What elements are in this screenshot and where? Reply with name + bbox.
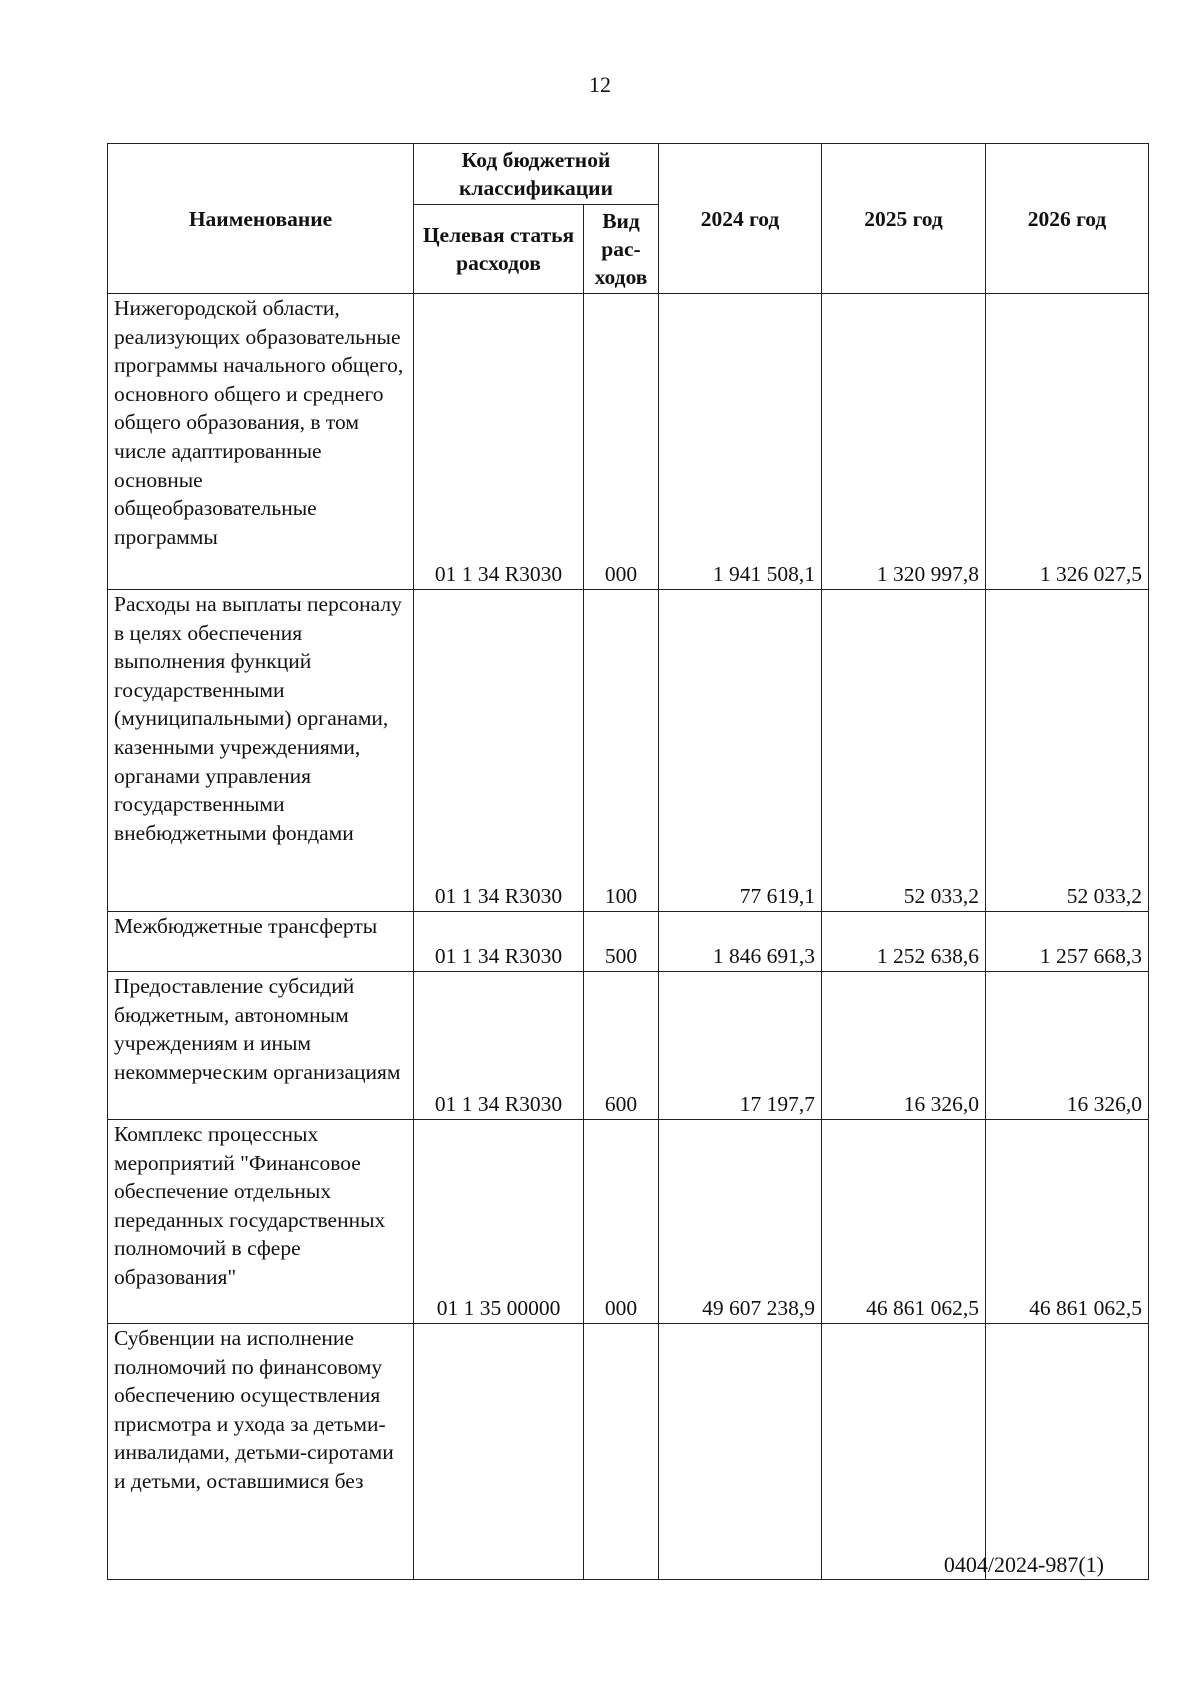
- row-target-article: 01 1 34 R3030: [414, 294, 584, 590]
- row-expense-type: 500: [584, 912, 659, 972]
- row-name: Предоставление субсидий бюджетным, автономным учреждениям и иным некоммерческим организациям: [108, 972, 414, 1120]
- document-code: 0404/2024-987(1): [943, 1552, 1104, 1577]
- row-expense-type: 000: [584, 1120, 659, 1324]
- table-row: [108, 294, 1149, 590]
- row-value-2025: 1 252 638,6: [822, 912, 986, 972]
- row-value-2026: [986, 1324, 1149, 1580]
- page-number: 12: [589, 72, 611, 97]
- row-value-2026: 52 033,2: [986, 590, 1149, 912]
- table-row: [108, 972, 1149, 1120]
- row-value-2025: 16 326,0: [822, 972, 986, 1120]
- row-value-2024: 1 846 691,3: [659, 912, 822, 972]
- row-value-2026: 1 257 668,3: [986, 912, 1149, 972]
- row-expense-type: 600: [584, 972, 659, 1120]
- row-value-2026: 16 326,0: [986, 972, 1149, 1120]
- row-name: Нижегородской области, реализующих образовательные программы начального общего, основного общего и среднего общего образования, в том числе адаптированные основные общеобразовательные программы: [108, 294, 414, 590]
- row-expense-type: 100: [584, 590, 659, 912]
- row-value-2024: 1 941 508,1: [659, 294, 822, 590]
- row-value-2024: 17 197,7: [659, 972, 822, 1120]
- table-row: [108, 1120, 1149, 1324]
- row-name: Межбюджетные трансферты: [108, 912, 414, 972]
- row-value-2024: [659, 1324, 822, 1580]
- header-expense-type: Вид рас-ходов: [584, 205, 659, 294]
- budget-table: [107, 143, 1149, 1580]
- row-value-2025: 46 861 062,5: [822, 1120, 986, 1324]
- row-value-2025: 52 033,2: [822, 590, 986, 912]
- row-name: Расходы на выплаты персоналу в целях обеспечения выполнения функций государственными (муниципальными) органами, казенными учреждениями, органами управления государственными внебюджетными фондами: [108, 590, 414, 912]
- header-name: Наименование: [108, 144, 414, 294]
- row-value-2026: 1 326 027,5: [986, 294, 1149, 590]
- table-header: [108, 144, 1149, 294]
- row-expense-type: [584, 1324, 659, 1580]
- row-value-2025: 1 320 997,8: [822, 294, 986, 590]
- row-name: Субвенции на исполнение полномочий по финансовому обеспечению осуществления присмотра и ухода за детьми-инвалидами, детьми-сиротами и детьми, оставшимися без: [108, 1324, 414, 1580]
- header-target-article: Целевая статья расходов: [414, 205, 584, 294]
- row-value-2024: 49 607 238,9: [659, 1120, 822, 1324]
- row-target-article: [414, 1324, 584, 1580]
- table-row: [108, 1324, 1149, 1580]
- table-body: [108, 294, 1149, 1580]
- row-name: Комплекс процессных мероприятий "Финансовое обеспечение отдельных переданных государственных полномочий в сфере образования": [108, 1120, 414, 1324]
- row-value-2024: 77 619,1: [659, 590, 822, 912]
- row-target-article: 01 1 34 R3030: [414, 912, 584, 972]
- row-value-2026: 46 861 062,5: [986, 1120, 1149, 1324]
- row-expense-type: 000: [584, 294, 659, 590]
- header-classification: Код бюджетной классификации: [414, 144, 659, 205]
- row-value-2025: [822, 1324, 986, 1580]
- header-2025: 2025 год: [822, 144, 986, 294]
- row-target-article: 01 1 35 00000: [414, 1120, 584, 1324]
- header-2026: 2026 год: [986, 144, 1149, 294]
- header-2024: 2024 год: [659, 144, 822, 294]
- row-target-article: 01 1 34 R3030: [414, 590, 584, 912]
- row-target-article: 01 1 34 R3030: [414, 972, 584, 1120]
- table-row: [108, 590, 1149, 912]
- table-row: [108, 912, 1149, 972]
